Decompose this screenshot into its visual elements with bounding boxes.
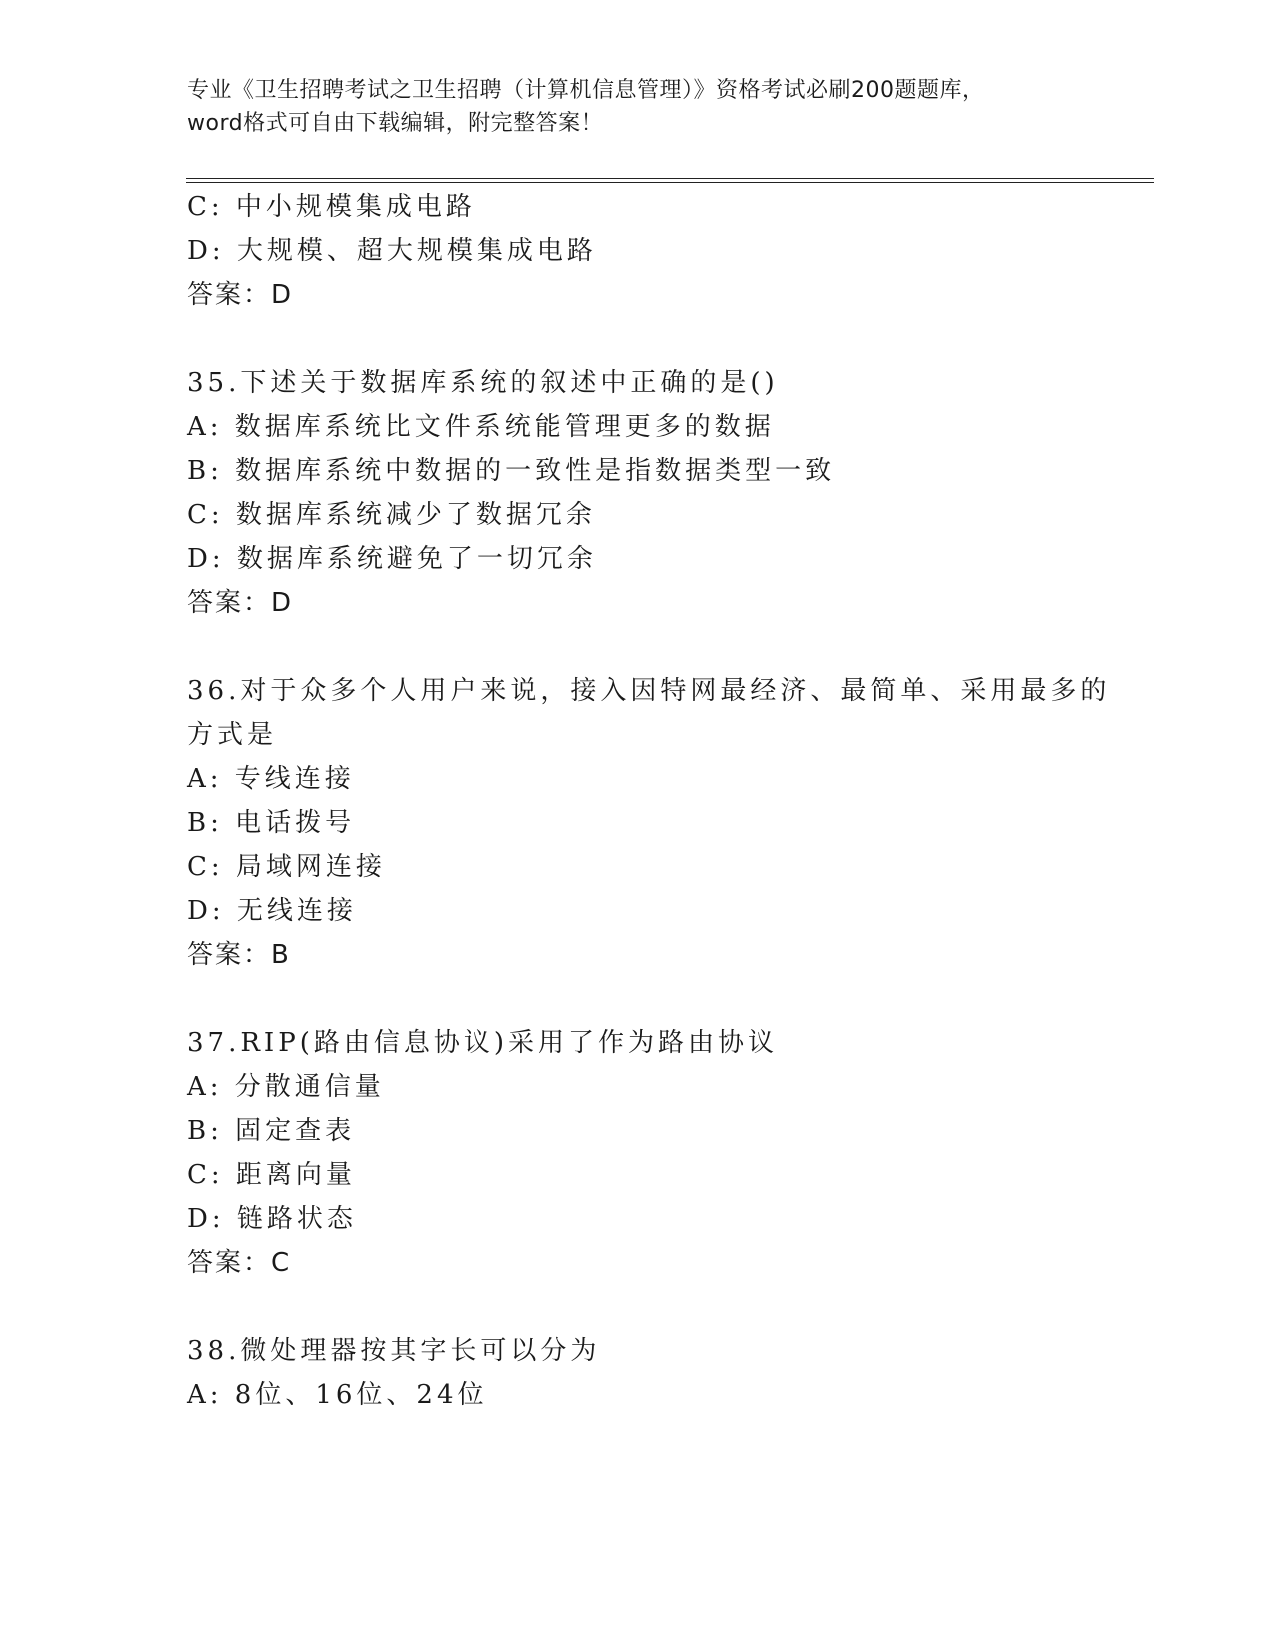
question-35-stem: 35.下述关于数据库系统的叙述中正确的是(): [187, 368, 779, 398]
question-36-option-c: C: 局域网连接: [187, 852, 386, 882]
question-37-answer: 答案：C: [187, 1248, 292, 1278]
prev-question-option-c: C: 中小规模集成电路: [187, 192, 476, 222]
question-36-stem-line-2: 方式是: [187, 720, 278, 750]
header-divider-top: [186, 178, 1154, 179]
prev-question-option-d: D: 大规模、超大规模集成电路: [187, 236, 597, 266]
question-38-stem: 38.微处理器按其字长可以分为: [187, 1336, 601, 1366]
question-35-option-a: A: 数据库系统比文件系统能管理更多的数据: [187, 412, 775, 442]
question-37-stem: 37.RIP(路由信息协议)采用了作为路由协议: [187, 1028, 778, 1058]
question-35-answer: 答案：D: [187, 588, 294, 618]
question-36-option-b: B: 电话拨号: [187, 808, 356, 838]
question-36-stem-line-1: 36.对于众多个人用户来说，接入因特网最经济、最简单、采用最多的: [187, 676, 1111, 706]
question-36-answer: 答案：B: [187, 940, 291, 970]
prev-question-answer: 答案：D: [187, 280, 294, 310]
question-37-option-c: C: 距离向量: [187, 1160, 356, 1190]
header-title-line-2: word格式可自由下载编辑，附完整答案！: [187, 111, 604, 136]
question-36-option-d: D: 无线连接: [187, 896, 357, 926]
question-36-option-a: A: 专线连接: [187, 764, 355, 794]
question-35-option-b: B: 数据库系统中数据的一致性是指数据类型一致: [187, 456, 836, 486]
question-37-option-d: D: 链路状态: [187, 1204, 357, 1234]
header-title-line-1: 专业《卫生招聘考试之卫生招聘（计算机信息管理）》资格考试必刷200题题库，: [187, 78, 985, 103]
question-37-option-a: A: 分散通信量: [187, 1072, 385, 1102]
question-35-option-d: D: 数据库系统避免了一切冗余: [187, 544, 597, 574]
header-divider-bottom: [186, 182, 1154, 183]
question-35-option-c: C: 数据库系统减少了数据冗余: [187, 500, 596, 530]
question-37-option-b: B: 固定查表: [187, 1116, 356, 1146]
question-38-option-a: A: 8位、16位、24位: [187, 1380, 488, 1410]
document-header: [187, 74, 1087, 140]
